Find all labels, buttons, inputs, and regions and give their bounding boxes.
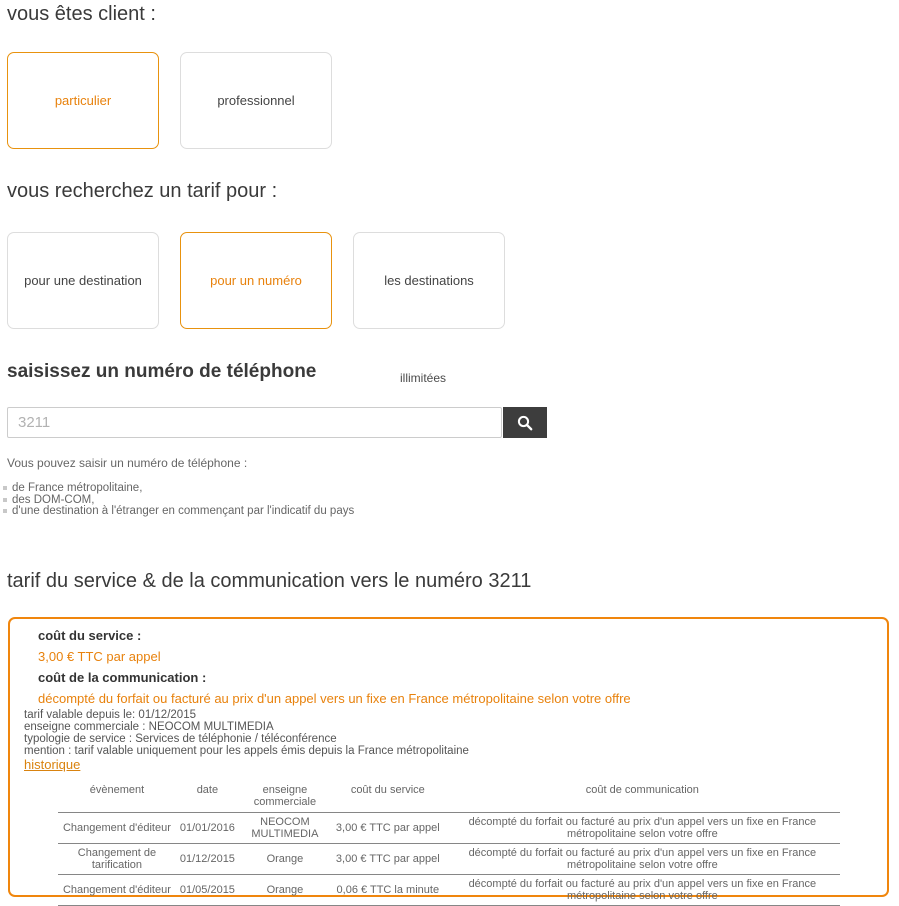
cell-cout-service: 3,00 € TTC par appel: [331, 813, 445, 844]
client-options: [7, 52, 332, 149]
table-row: [58, 844, 840, 875]
col-header-enseigne: enseigne commerciale: [239, 781, 331, 813]
cell-evenement: Changement d'éditeur: [58, 875, 176, 906]
search-button[interactable]: [503, 407, 547, 438]
cell-cout-service: 0,06 € TTC la minute: [331, 875, 445, 906]
cell-enseigne: Orange: [239, 844, 331, 875]
client-section-heading: vous êtes client :: [7, 3, 156, 25]
history-table-header-row: [58, 781, 840, 813]
search-row: [7, 407, 547, 438]
help-item: des DOM-COM,: [3, 495, 354, 507]
history-link[interactable]: historique: [24, 757, 81, 772]
tariff-option-numero[interactable]: pour un numéro: [180, 232, 332, 329]
cost-service-label: coût du service :: [38, 628, 142, 643]
col-header-evenement: évènement: [58, 781, 176, 813]
cost-communication-label: coût de la communication :: [38, 670, 207, 685]
table-row: [58, 875, 840, 906]
phone-number-input[interactable]: [7, 407, 502, 438]
cell-enseigne: Orange: [239, 875, 331, 906]
tariff-option-les-destinations[interactable]: les destinations: [353, 232, 505, 329]
col-header-date: date: [176, 781, 239, 813]
client-option-particulier[interactable]: particulier: [7, 52, 159, 149]
cell-date: 01/05/2015: [176, 875, 239, 906]
search-section-heading: saisissez un numéro de téléphone: [7, 361, 317, 382]
tariff-details: [24, 709, 469, 757]
detail-enseigne: enseigne commerciale : NEOCOM MULTIMEDIA: [24, 721, 274, 733]
cell-cout-communication: décompté du forfait ou facturé au prix d'un appel vers un fixe en France métropolitaine selon votre offre: [445, 844, 840, 875]
cell-cout-communication: décompté du forfait ou facturé au prix d'un appel vers un fixe en France métropolitaine selon votre offre: [445, 875, 840, 906]
detail-valid-since: tarif valable depuis le: 01/12/2015: [24, 709, 196, 721]
cell-date: 01/12/2015: [176, 844, 239, 875]
detail-typologie: typologie de service : Services de téléphonie / téléconférence: [24, 733, 337, 745]
cell-date: 01/01/2016: [176, 813, 239, 844]
cell-cout-communication: décompté du forfait ou facturé au prix d'un appel vers un fixe en France métropolitaine selon votre offre: [445, 813, 840, 844]
table-row: [58, 813, 840, 844]
col-header-cout-communication: coût de communication: [445, 781, 840, 813]
detail-mention: mention : tarif valable uniquement pour les appels émis depuis la France métropolitaine: [24, 745, 469, 757]
cell-evenement: Changement de tarification: [58, 844, 176, 875]
tariff-section-heading: vous recherchez un tarif pour :: [7, 180, 278, 202]
tariff-option-destination[interactable]: pour une destination: [7, 232, 159, 329]
cell-enseigne: NEOCOM MULTIMEDIA: [239, 813, 331, 844]
help-item: d'une destination à l'étranger en commençant par l'indicatif du pays: [3, 506, 354, 518]
tariff-options: [7, 232, 505, 329]
history-table: [58, 781, 840, 906]
cost-communication-value: décompté du forfait ou facturé au prix d'un appel vers un fixe en France métropolitaine selon votre offre: [38, 691, 631, 706]
result-heading: tarif du service & de la communication vers le numéro 3211: [7, 570, 532, 592]
cost-service-value: 3,00 € TTC par appel: [38, 649, 161, 664]
help-item: de France métropolitaine,: [3, 483, 354, 495]
illimitees-note: illimitées: [400, 371, 447, 385]
client-option-professionnel[interactable]: professionnel: [180, 52, 332, 149]
cell-cout-service: 3,00 € TTC par appel: [331, 844, 445, 875]
search-help-list: [3, 483, 354, 518]
search-help-intro: Vous pouvez saisir un numéro de téléphone :: [7, 456, 248, 470]
tariff-result-panel: [8, 617, 889, 902]
col-header-cout-service: coût du service: [331, 781, 445, 813]
search-icon: [516, 414, 534, 432]
cell-evenement: Changement d'éditeur: [58, 813, 176, 844]
